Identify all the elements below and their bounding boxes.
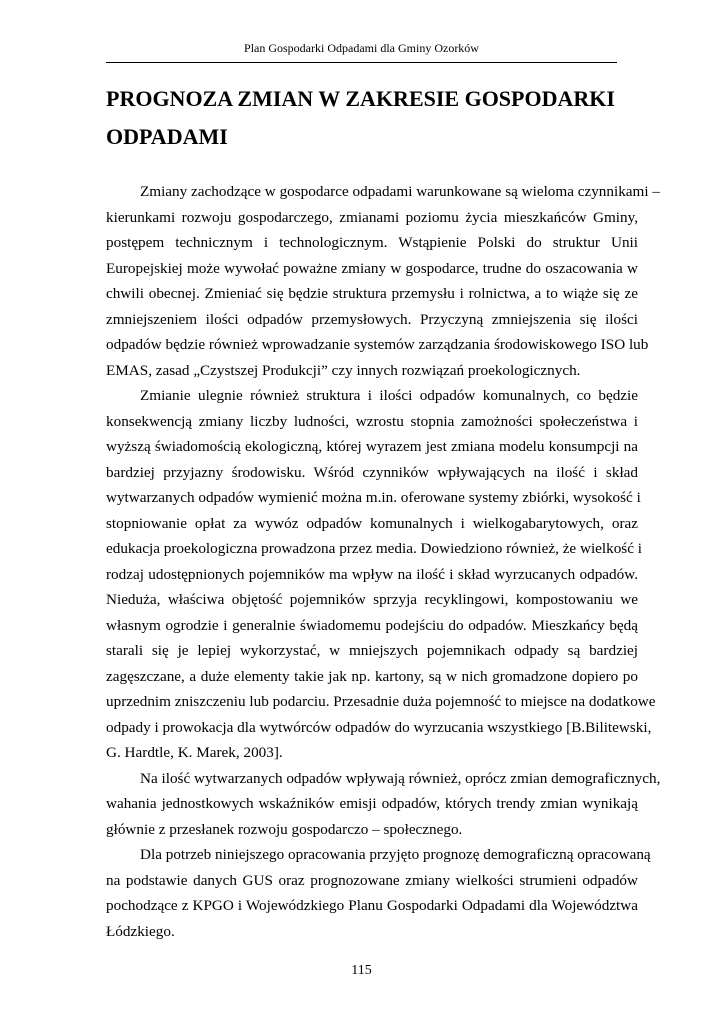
text-line: wahania jednostkowych wskaźników emisji odpadów, których trendy zmian wynikają [106,795,638,812]
text-line: Łódzkiego. [106,922,175,940]
text-line: uprzednim zniszczeniu lub podarciu. Przesadnie duża pojemność to miejsce na dodatkowe [106,693,656,710]
section-title [106,80,626,156]
text-line: Europejskiej może wywołać poważne zmiany w gospodarce, trudne do oszacowania w [106,259,638,277]
text-line: pochodzące z KPGO i Wojewódzkiego Planu Gospodarki Odpadami dla Województwa [106,897,638,914]
text-line: EMAS, zasad „Czystszej Produkcji” czy innych rozwiązań proekologicznych. [106,361,581,379]
text-line: Zmiany zachodzące w gospodarce odpadami warunkowane są wieloma czynnikami – [140,183,660,200]
page-number: 115 [351,963,372,978]
body-text [106,179,661,944]
text-line: konsekwencją zmiany liczby ludności, wzrostu stopnia zamożności społeczeństwa i [106,412,638,430]
section-title-line-1: PROGNOZA ZMIAN W ZAKRESIE GOSPODARKI [106,86,615,111]
text-line: Zmianie ulegnie również struktura i ilości odpadów komunalnych, co będzie [140,387,638,404]
paragraph-2 [106,383,656,766]
running-header: Plan Gospodarki Odpadami dla Gminy Ozorków [244,41,479,55]
paragraph-3 [106,766,661,843]
text-line: edukacja proekologiczna prowadzona przez media. Dowiedziono również, że wielkość i [106,540,642,557]
text-line: rodzaj udostępnionych pojemników ma wpływ na ilość i skład wyrzucanych odpadów. [106,565,638,583]
text-line: zmniejszeniem ilości odpadów przemysłowych. Przyczyną zmniejszenia się ilości [106,310,638,328]
text-line: odpadów będzie również wprowadzanie systemów zarządzania środowiskowego ISO lub [106,336,649,353]
text-line: odpady i prowokacja dla wytwórców odpadów do wyrzucania wszystkiego [B.Bilitewski, [106,718,652,736]
text-line: postępem technicznym i technologicznym. Wstąpienie Polski do struktur Unii [106,234,638,251]
text-line: G. Hardtle, K. Marek, 2003]. [106,744,283,761]
paragraph-1 [106,179,660,383]
text-line: własnym ogrodzie i generalnie świadomemu podejściu do odpadów. Mieszkańcy będą [106,616,638,634]
text-line: chwili obecnej. Zmieniać się będzie struktura przemysłu i rolnictwa, a to wiąże się ze [106,285,638,302]
text-line: wytwarzanych odpadów wymienić można m.in. oferowane systemy zbiórki, wysokość i [106,489,641,506]
text-line: Na ilość wytwarzanych odpadów wpływają również, oprócz zmian demograficznych, [140,769,661,787]
text-line: zagęszczane, a duże elementy takie jak np. kartony, są w nich gromadzone dopiero po [106,667,638,685]
text-line: wyższą świadomością ekologiczną, której wyrazem jest zmiana modelu konsumpcji na [106,438,638,455]
text-line: stopniowanie opłat za wywóz odpadów komunalnych i wielkogabarytowych, oraz [106,514,638,532]
text-line: starali się je lepiej wykorzystać, w mniejszych pojemnikach odpady są bardziej [106,642,638,659]
text-line: kierunkami rozwoju gospodarczego, zmianami poziomu życia mieszkańców Gminy, [106,208,638,226]
paragraph-4 [106,842,651,944]
text-line: głównie z przesłanek rozwoju gospodarczo – społecznego. [106,820,463,838]
text-line: na podstawie danych GUS oraz prognozowane zmiany wielkości strumieni odpadów [106,871,638,889]
text-line: Dla potrzeb niniejszego opracowania przyjęto prognozę demograficzną opracowaną [140,846,651,863]
section-title-line-2: ODPADAMI [106,124,228,149]
text-line: bardziej przyjazny środowisku. Wśród czynników wpływających na ilość i skład [106,463,638,481]
header-rule [106,62,617,63]
text-line: Nieduża, właściwa objętość pojemników sprzyja recyklingowi, kompostowaniu we [106,591,638,608]
